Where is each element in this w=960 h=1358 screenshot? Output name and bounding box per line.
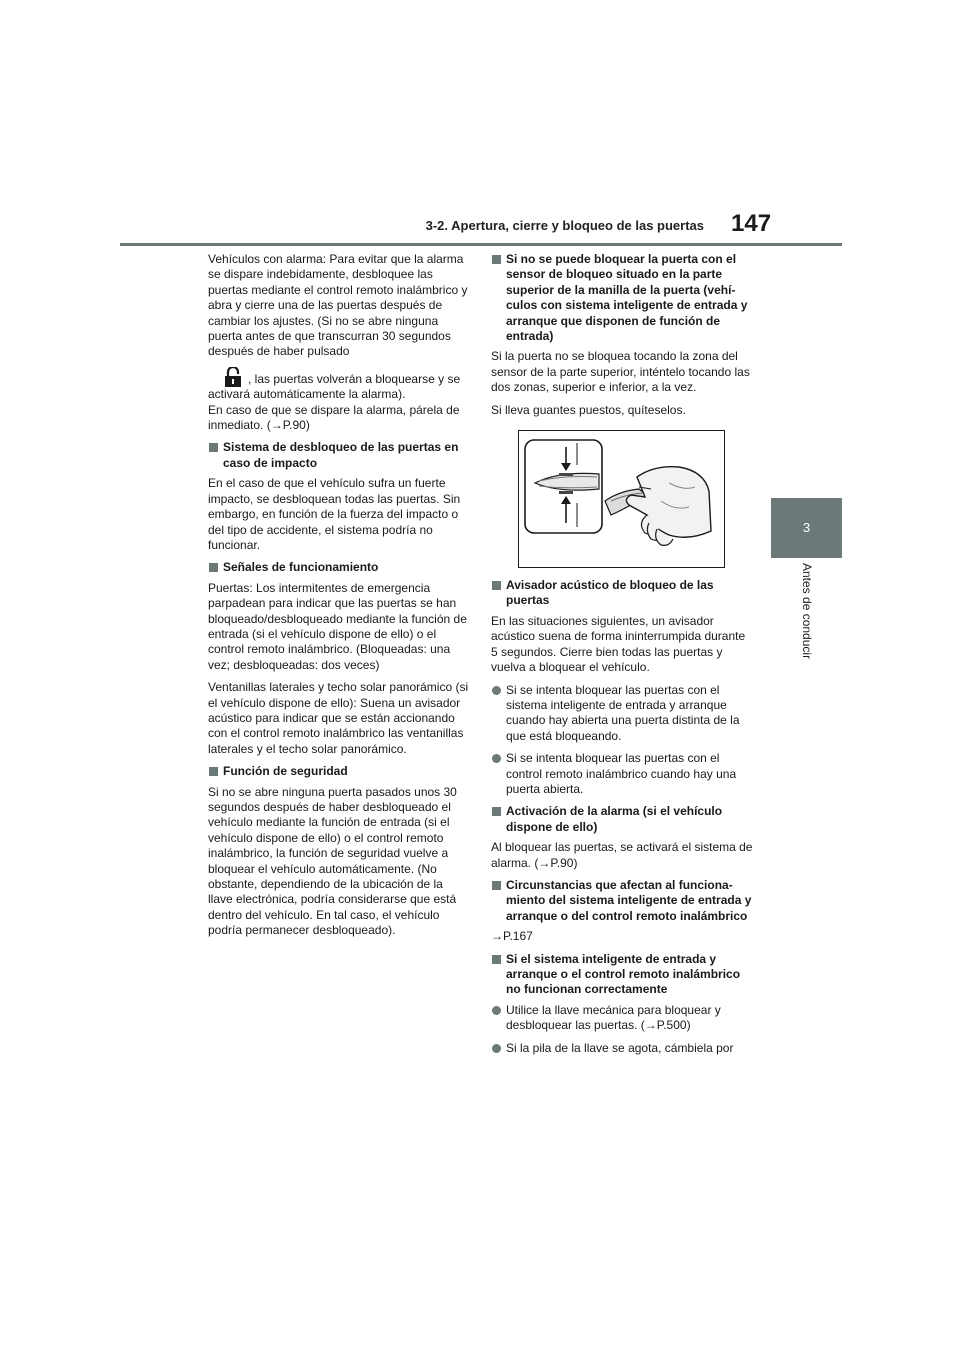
security-heading: Función de seguridad xyxy=(208,764,470,779)
lock-icon xyxy=(224,367,242,387)
malfunction-heading: Si el sistema inteligente de entrada y arranque o el control remoto inalámbrico no funcionan correctamente xyxy=(491,952,753,998)
alarm-activation-paragraph: Al bloquear las puertas, se activará el sistema de alarma. (→P.90) xyxy=(491,840,753,870)
right-column xyxy=(491,252,753,1063)
impact-unlock-paragraph: En el caso de que el vehículo sufra un fuerte impacto, se desbloquean todas las puertas. Sin embargo, en función de la fuerza del impacto o del tipo de accidente, el sistema podría no funcionar. xyxy=(208,476,461,552)
header-divider xyxy=(120,243,842,246)
gloves-paragraph: Si lleva guantes puestos, quíteselos. xyxy=(491,402,686,417)
page-number: 147 xyxy=(731,210,772,237)
circumstances-heading: Circunstancias que afectan al funcionamiento del sistema inteligente de entrada y arranque o del control remoto inalámbrico xyxy=(491,878,753,924)
section-title: 3-2. Apertura, cierre y bloqueo de las puertas xyxy=(425,218,704,233)
chapter-label: Antes de conducir xyxy=(800,563,814,660)
sensor-lock-heading: Si no se puede bloquear la puerta con el sensor de bloqueo situado en la parte superior de la manilla de la puerta (vehículos con sistema inteligente de entrada y arranque que disponen de función de entrada) xyxy=(491,252,753,344)
malfunction-bullet-1: Utilice la llave mecánica para bloquear y desbloquear las puertas. (→P.500) xyxy=(491,1003,753,1034)
alarm-intro-paragraph: Vehículos con alarma: Para evitar que la alarma se dispare indebidamente, desbloquee las puertas mediante el control remoto inalámbrico y abra y cierre una de las puertas después de cambiar los ajustes. (Si no se abre ninguna puerta antes de que transcurran 30 segundos después de haber pulsado xyxy=(208,252,468,359)
signals-windows-paragraph: Ventanillas laterales y techo solar panorámico (si el vehículo dispone de ello): Suena un avisador acústico para indicar que se están accionando con el control remoto inalámbrico las ventanillas laterales y el techo solar panorámico. xyxy=(208,680,469,756)
impact-unlock-heading: Sistema de desbloqueo de las puertas en caso de impacto xyxy=(208,440,470,471)
alarm-intro-continuation: , las puertas volverán a bloquearse y se activará automáticamente la alarma). xyxy=(208,371,461,402)
alarm-stop-paragraph: En caso de que se dispare la alarma, párela de inmediato. (→P.90) xyxy=(208,402,460,433)
chapter-tab xyxy=(771,498,842,558)
door-handle-illustration xyxy=(518,430,725,568)
chapter-number: 3 xyxy=(802,520,811,535)
buzzer-bullet-1: Si se intenta bloquear las puertas con el sistema inteligente de entrada y arranque cuando hay abierta una puerta distinta de la que está bloqueando. xyxy=(491,683,753,745)
signals-doors-paragraph: Puertas: Los intermitentes de emergencia parpadean para indicar que las puertas se han bloqueado/desbloqueado mediante la función de entrada (si el vehículo dispone de ello) o el control remoto inalámbrico. (Bloqueadas: una vez; desbloqueadas: dos veces) xyxy=(208,580,467,672)
alarm-activation-heading: Activación de la alarma (si el vehículo dispone de ello) xyxy=(491,804,753,835)
security-paragraph: Si no se abre ninguna puerta pasados unos 30 segundos después de haber desbloqueado el vehículo mediante la función de entrada (si el vehículo dispone de ello) o el control remoto inalámbrico, la función de seguridad vuelve a bloquear el vehículo automáticamente. (No obstante, dependiendo de la ubicación de la llave electrónica, podría considerarse que está dentro del vehículo. En tal caso, el vehículo podría permanecer desbloqueado). xyxy=(208,784,457,938)
door-handle-sensor-icon xyxy=(519,431,724,567)
lock-icon-line xyxy=(208,367,470,403)
sensor-lock-paragraph: Si la puerta no se bloquea tocando la zona del sensor de la parte superior, inténtelo tocando las dos zonas, superior e inferior, a la vez. xyxy=(491,349,750,395)
circumstances-reference: →P.167 xyxy=(491,929,533,944)
left-column xyxy=(208,252,470,946)
signals-heading: Señales de funcionamiento xyxy=(208,560,470,575)
lock-buzzer-paragraph: En las situaciones siguientes, un avisador acústico suena de forma ininterrumpida durante 5 segundos. Cierre bien todas las puertas y vuelva a bloquear el vehículo. xyxy=(491,613,746,675)
lock-buzzer-heading: Avisador acústico de bloqueo de las puertas xyxy=(491,578,753,609)
buzzer-bullet-2: Si se intenta bloquear las puertas con el control remoto inalámbrico cuando hay una puerta abierta. xyxy=(491,751,753,797)
malfunction-bullet-2: Si la pila de la llave se agota, cámbiela por xyxy=(491,1041,753,1056)
